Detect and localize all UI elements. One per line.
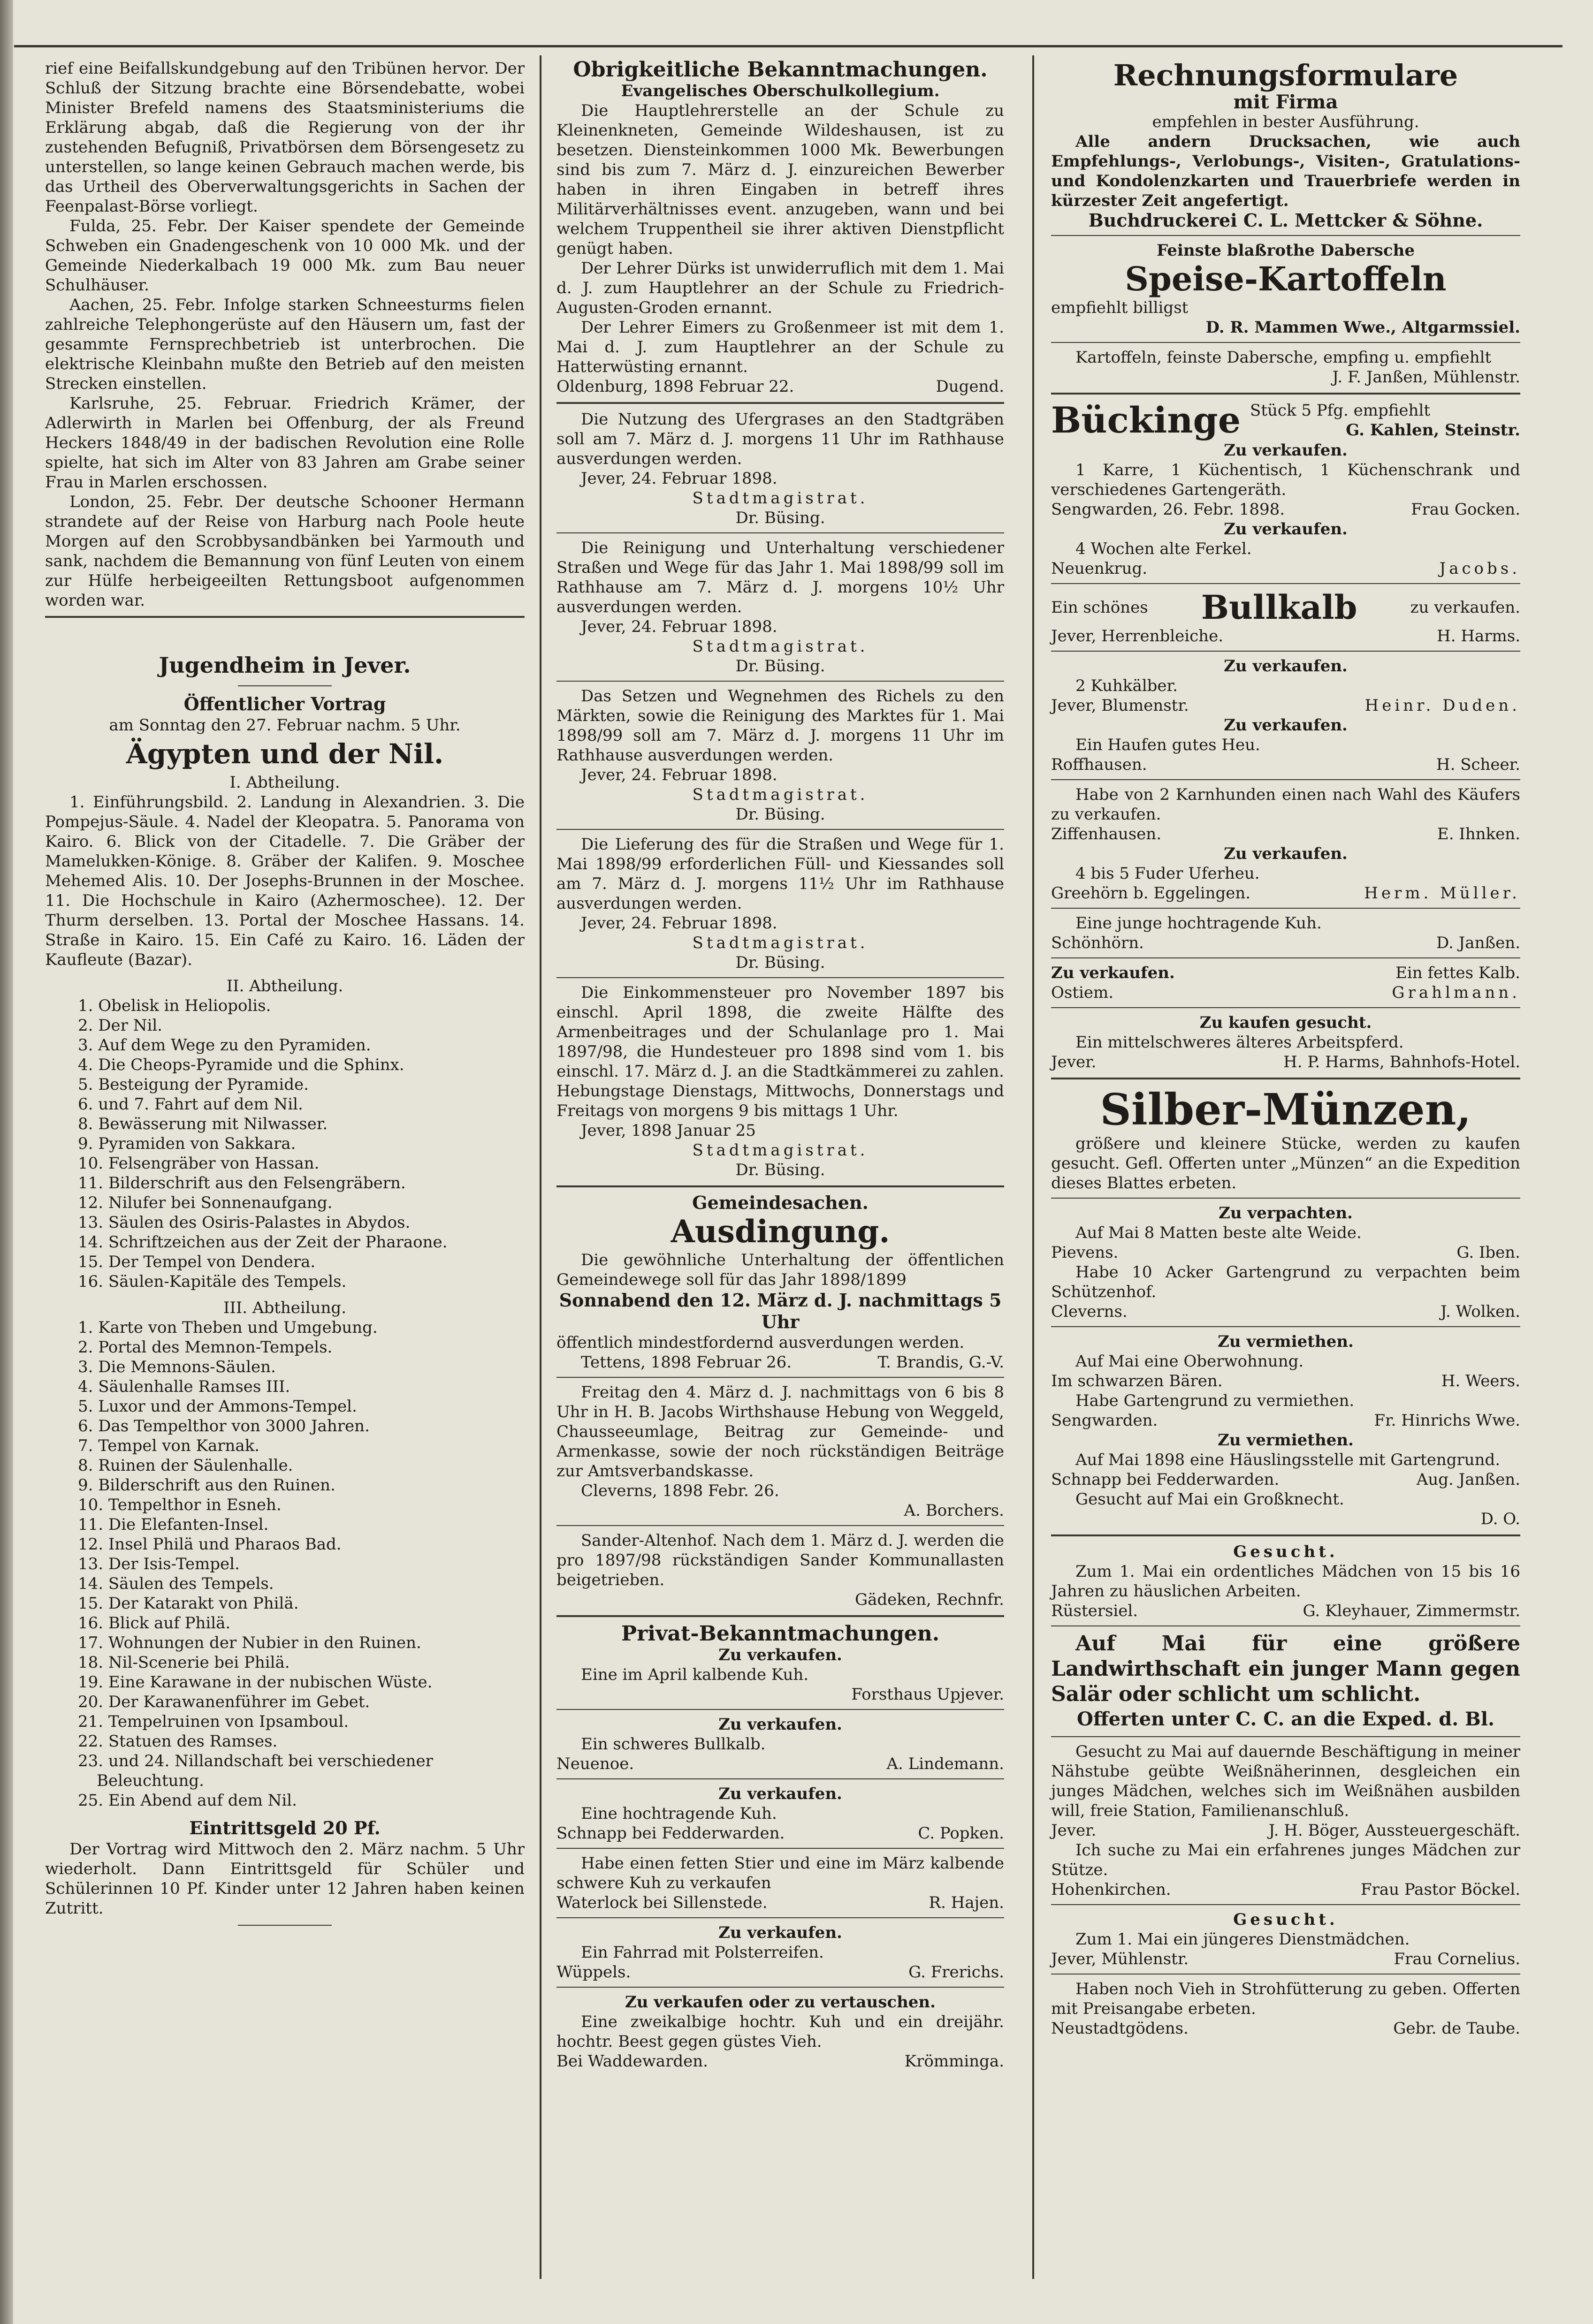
official-heading: Obrigkeitliche Bekanntmachungen. <box>573 58 988 82</box>
ad-text: Ein Haufen gutes Heu. <box>1075 736 1260 754</box>
list-item: 13. Der Isis-Tempel. <box>78 1555 240 1573</box>
ad-signature: Aug. Janßen. <box>1416 1470 1520 1489</box>
list-item: 15. Der Katarakt von Philä. <box>78 1594 299 1613</box>
ad-offer: Offerten unter C. C. an die Exped. d. Bl. <box>1077 1708 1494 1730</box>
divider <box>1051 1904 1520 1905</box>
list-item: 16. Säulen-Kapitäle des Tempels. <box>78 1272 347 1291</box>
ad-text: Ein Fahrrad mit Polsterreifen. <box>581 1943 824 1962</box>
divider <box>1051 1974 1520 1975</box>
ad-signature: H. Weers. <box>1441 1372 1520 1390</box>
ad-text: Alle andern Drucksachen, wie auch Empfehlungs-, Verlobungs-, Visiten-, Gratulations- und Kondolenzkarten und Trauerbriefe werden in kürzester Zeit angefertigt. <box>1051 132 1520 210</box>
ad-place: Jever, Blumenstr. <box>1051 696 1189 715</box>
ad-title: Gesucht. <box>1233 1910 1338 1929</box>
ad-signature: D. R. Mammen Wwe., Altgarmssiel. <box>1205 318 1520 337</box>
notice-authority: Stadtmagistrat. <box>692 1141 869 1160</box>
list-item: 9. Pyramiden von Sakkara. <box>78 1134 296 1153</box>
rechnungsformulare-title: Rechnungsformulare <box>1113 58 1458 92</box>
bullkalb-title: Bullkalb <box>1201 588 1357 627</box>
vortrag-date: am Sonntag den 27. Februar nachm. 5 Uhr. <box>109 716 461 735</box>
notice-text: Die Reinigung und Unterhaltung verschiedener Straßen und Wege für das Jahr 1. Mai 1898/99 soll im Rathhause am 7. März d. J. morgens 10½ Uhr ausverdungen werden. <box>556 539 1004 616</box>
ad-title: Zu verkaufen. <box>718 1923 842 1942</box>
list-item: 18. Nil-Scenerie bei Philä. <box>78 1653 290 1672</box>
ad-place: Jever. <box>1051 1053 1097 1071</box>
ad-signature: Jacobs. <box>1439 559 1520 578</box>
ad-title: Zu verkaufen. <box>718 1646 842 1664</box>
part-title: III. Abtheilung. <box>223 1299 347 1317</box>
printer-firm: Buchdruckerei C. L. Mettcker & Söhne. <box>1088 210 1483 231</box>
ad-signature: G. Kleyhauer, Zimmermstr. <box>1303 1602 1520 1620</box>
ad-text: Ein schönes <box>1051 598 1148 617</box>
ad-signature: Grahlmann. <box>1392 983 1520 1002</box>
ad-signature: J. H. Böger, Aussteuergeschäft. <box>1268 1821 1520 1840</box>
notice-text: Die Einkommensteuer pro November 1897 bis einschl. April 1898, die zweite Hälfte des Armenbeitrages und der Schulanlage pro 1. Mai 1897/98, die Hundesteuer pro 1898 sind vom 1. bis einschl. 17. März d. J. an die Stadtkämmerei zu zahlen. Hebungstage Dienstags, Mittwochs, Donnerstags und Freitags von morgens 9 bis mittags 1 Uhr. <box>556 983 1004 1120</box>
notice-text: Die Nutzung des Ufergrases an den Stadtgräben soll am 7. März d. J. morgens 11 Uhr im Rathhause ausverdungen werden. <box>556 410 1004 468</box>
ad-text: Ein fettes Kalb. <box>1395 964 1520 982</box>
ad-signature: Heinr. Duden. <box>1364 696 1520 715</box>
list-item: 6. und 7. Fahrt auf dem Nil. <box>78 1095 303 1114</box>
ad-signature: H. P. Harms, Bahnhofs-Hotel. <box>1283 1053 1520 1071</box>
divider <box>556 402 1004 404</box>
silber-muenzen-title: Silber-Münzen, <box>1100 1084 1471 1135</box>
part-2-list <box>45 996 525 1291</box>
ad-place: Ostiem. <box>1051 983 1114 1002</box>
ad-title: Gesucht. <box>1233 1542 1338 1561</box>
ad-text: Eine hochtragende Kuh. <box>581 1804 777 1823</box>
divider <box>556 1525 1004 1526</box>
signature-name: Dugend. <box>936 377 1004 396</box>
signature-name: Gädeken, Rechnfr. <box>854 1590 1004 1609</box>
signature-name: T. Brandis, G.-V. <box>877 1353 1004 1372</box>
list-item: 13. Säulen des Osiris-Palastes in Abydos. <box>78 1213 411 1232</box>
ad-text: Gesucht zu Mai auf dauernde Beschäftigung in meiner Nähstube geübte Weißnäherinnen, desgleichen ein junges Mädchen, welches sich im Weißnähen ausbilden will, freie Station, Familienanschluß. <box>1051 1742 1520 1820</box>
divider <box>1051 957 1520 958</box>
ad-title: Zu verkaufen. <box>718 1715 842 1734</box>
section-heading: Gemeindesachen. <box>692 1192 869 1213</box>
ad-text: größere und kleinere Stücke, werden zu kaufen gesucht. Gefl. Offerten unter „Münzen“ an die Expedition dieses Blattes erbeten. <box>1051 1134 1520 1192</box>
list-item: 4. Die Cheops-Pyramide und die Sphinx. <box>78 1056 404 1074</box>
ad-text: Zum 1. Mai ein jüngeres Dienstmädchen. <box>1075 1930 1410 1949</box>
ad-text: Ein mittelschweres älteres Arbeitspferd. <box>1075 1033 1404 1052</box>
ad-signature: Frau Gocken. <box>1411 500 1520 519</box>
list-item: 10. Tempelthor in Esneh. <box>78 1496 282 1514</box>
entry-fee: Eintrittsgeld 20 Pf. <box>189 1817 381 1838</box>
list-item: 21. Tempelruinen von Ipsamboul. <box>78 1712 349 1731</box>
speise-kartoffeln-title: Speise-Kartoffeln <box>1125 259 1447 298</box>
news-paragraph: Karlsruhe, 25. Februar. Friedrich Krämer, der Adlerwirth in Marlen bei Offenburg, der als Freund Heckers 1848/49 in der badischen Revolution eine Rolle spielte, hat sich im Alter von 83 Jahren am Grabe seiner Frau in Marlen erschossen. <box>45 394 525 492</box>
vortrag-title: Öffentlicher Vortrag <box>183 693 386 714</box>
ad-text: 2 Kuhkälber. <box>1075 676 1178 695</box>
vortrag-topic: Ägypten und der Nil. <box>126 738 444 770</box>
divider <box>556 1778 1004 1779</box>
divider <box>1051 1326 1520 1327</box>
list-item: 17. Wohnungen der Nubier in den Ruinen. <box>78 1633 421 1652</box>
list-item: 14. Schriftzeichen aus der Zeit der Pharaone. <box>78 1233 448 1252</box>
ad-signature: E. Ihnken. <box>1437 825 1520 843</box>
ad-signature: Fr. Hinrichs Wwe. <box>1374 1411 1520 1430</box>
list-item: 19. Eine Karawane in der nubischen Wüste. <box>78 1673 433 1692</box>
ad-signature: J. Wolken. <box>1440 1302 1520 1321</box>
list-item: 5. Luxor und der Ammons-Tempel. <box>78 1397 357 1416</box>
divider <box>1051 779 1520 780</box>
divider <box>1051 1534 1520 1536</box>
list-item: 8. Bewässerung mit Nilwasser. <box>78 1115 328 1133</box>
ad-title: Zu verpachten. <box>1219 1204 1353 1223</box>
ad-title: Zu verkaufen oder zu vertauschen. <box>625 1993 936 2012</box>
part-1-text: 1. Einführungsbild. 2. Landung in Alexandrien. 3. Die Pompejus-Säule. 4. Nadel der Kleopatra. 5. Panorama von Kairo. 6. Blick von der Citadelle. 7. Die Gräber der Mamelukken-Könige. 8. Gräber der Kalifen. 9. Moschee Mehemed Alis. 10. Der Josephs-Brunnen in der Moschee. 11. Die Hochschule in Kairo (Azhermoschee). 12. Der Thurm derselben. 13. Portal der Moschee Hassans. 14. Straße in Kairo. 15. Ein Café zu Kairo. 16. Läden der Kaufleute (Bazar). <box>45 793 525 969</box>
notice-text: Die Lieferung des für die Straßen und Wege für 1. Mai 1898/99 erforderlichen Füll- und Kiessandes soll am 7. März d. J. morgens 11½ Uhr im Rathhause ausverdungen werden. <box>556 835 1004 913</box>
list-item: 20. Der Karawanenführer im Gebet. <box>78 1693 370 1711</box>
ad-text: Haben noch Vieh in Strohfütterung zu geben. Offerten mit Preisangabe erbeten. <box>1051 1980 1520 2018</box>
ad-signature: Herm. Müller. <box>1364 884 1520 903</box>
ad-text: empfiehlt billigst <box>1051 298 1189 317</box>
notice-date-bold: Sonnabend den 12. März d. J. nachmittags 5 Uhr <box>559 1290 1002 1332</box>
ad-text: empfehlen in bester Ausführung. <box>1152 113 1419 131</box>
ad-text: Feinste blaßrothe Dabersche <box>1157 241 1415 260</box>
ad-subtitle: mit Firma <box>1233 91 1338 113</box>
ad-title: Zu verkaufen. <box>1051 964 1175 982</box>
notice-date: Jever, 24. Februar 1898. <box>581 766 777 784</box>
ad-text: Auf Mai 8 Matten beste alte Weide. <box>1075 1223 1362 1242</box>
ad-place: Bei Waddewarden. <box>556 2052 708 2071</box>
signature-place: Tettens, 1898 Februar 26. <box>581 1353 792 1372</box>
column-3 <box>1051 59 1520 2038</box>
notice-authority: Stadtmagistrat. <box>692 489 869 508</box>
list-item: 16. Blick auf Philä. <box>78 1614 231 1633</box>
ad-signature: Frau Pastor Böckel. <box>1361 1880 1520 1899</box>
ad-title: Zu verkaufen. <box>718 1785 842 1803</box>
list-item: 11. Bilderschrift aus den Felsengräbern. <box>78 1174 406 1192</box>
ad-text-large: Auf Mai für eine größere Landwirthschaft ein junger Mann gegen Salär oder schlicht um schlicht. <box>1051 1632 1520 1706</box>
ad-text: Eine junge hochtragende Kuh. <box>1075 914 1322 933</box>
ad-text: Auf Mai 1898 eine Häuslingsstelle mit Gartengrund. <box>1075 1451 1501 1469</box>
list-item: 6. Das Tempelthor von 3000 Jahren. <box>78 1417 370 1435</box>
notice-date: Jever, 24. Februar 1898. <box>581 914 777 933</box>
divider <box>1051 583 1520 584</box>
bueckinge-title: Bückinge <box>1051 399 1241 441</box>
notice-authority: Stadtmagistrat. <box>692 934 869 952</box>
notice-date: Jever, 24. Februar 1898. <box>581 617 777 636</box>
ad-title: Zu verkaufen. <box>1224 657 1348 676</box>
notice-signature: Dr. Büsing. <box>735 805 825 824</box>
column-1 <box>45 59 525 1932</box>
notice-signature: Dr. Büsing. <box>735 509 825 527</box>
list-item: 2. Portal des Memnon-Tempels. <box>78 1338 333 1357</box>
ad-place: Hohenkirchen. <box>1051 1880 1171 1899</box>
ad-place: Neuenkrug. <box>1051 559 1148 578</box>
ad-place: Schnapp bei Fedderwarden. <box>556 1824 785 1843</box>
ad-signature: Frau Cornelius. <box>1394 1950 1520 1968</box>
divider <box>556 1615 1004 1617</box>
ad-signature: G. Frerichs. <box>908 1963 1004 1982</box>
divider <box>556 681 1004 682</box>
ad-title: Zu kaufen gesucht. <box>1199 1013 1372 1032</box>
part-3-list <box>45 1318 525 1810</box>
ad-place: Cleverns. <box>1051 1302 1128 1321</box>
notice-authority: Stadtmagistrat. <box>692 637 869 656</box>
list-item: 7. Tempel von Karnak. <box>78 1436 260 1455</box>
list-item: 4. Säulenhalle Ramses III. <box>78 1377 290 1396</box>
column-2 <box>556 59 1004 2071</box>
list-item: 5. Besteigung der Pyramide. <box>78 1075 309 1094</box>
ad-place: Ziffenhausen. <box>1051 825 1162 843</box>
divider <box>1051 1198 1520 1199</box>
list-item: 12. Nilufer bei Sonnenaufgang. <box>78 1193 333 1212</box>
notice-text: Der Lehrer Dürks ist unwiderruflich mit dem 1. Mai d. J. zum Hauptlehrer an der Schule zu Friedrich-Augusten-Groden ernannt. <box>556 259 1004 317</box>
divider <box>1051 235 1520 236</box>
list-item: 9. Bilderschrift aus den Ruinen. <box>78 1476 335 1495</box>
ad-place: Jever. <box>1051 1821 1097 1840</box>
divider <box>556 1377 1004 1378</box>
ad-place: Waterlock bei Sillenstede. <box>556 1893 768 1912</box>
notice-text: Sander-Altenhof. Nach dem 1. März d. J. werden die pro 1897/98 rückständigen Sander Kommunallasten beigetrieben. <box>556 1531 1004 1589</box>
list-item: 3. Die Memnons-Säulen. <box>78 1358 276 1376</box>
news-paragraph: London, 25. Febr. Der deutsche Schooner Hermann strandete auf der Reise von Harburg nach Poole heute Morgen auf den Scrobbysandbänken bei Yarmouth und sank, nachdem die Bemannung von fünf Leuten von einem zur Hülfe herbeigeeilten Rettungsboot aufgenommen worden war. <box>45 493 525 610</box>
ad-text: Eine im April kalbende Kuh. <box>581 1665 809 1684</box>
ad-place: Jever, Herrenbleiche. <box>1051 627 1224 646</box>
ad-text: Eine zweikalbige hochtr. Kuh und ein dreijähr. hochtr. Beest gegen güstes Vieh. <box>556 2013 1004 2051</box>
ad-text: 4 Wochen alte Ferkel. <box>1075 539 1252 558</box>
notice-text: Die gewöhnliche Unterhaltung der öffentlichen Gemeindewege soll für das Jahr 1898/1899 <box>556 1251 1004 1289</box>
list-item: 25. Ein Abend auf dem Nil. <box>78 1791 297 1810</box>
ad-place: Schönhörn. <box>1051 934 1144 952</box>
divider <box>1051 1736 1520 1737</box>
divider <box>1051 651 1520 652</box>
ad-text: Zum 1. Mai ein ordentliches Mädchen von 15 bis 16 Jahren zu häuslichen Arbeiten. <box>1051 1562 1520 1601</box>
signature-place: Cleverns, 1898 Febr. 26. <box>581 1481 779 1500</box>
divider <box>556 1848 1004 1849</box>
list-item: 14. Säulen des Tempels. <box>78 1574 274 1593</box>
ad-place: Neuenoe. <box>556 1754 634 1773</box>
ad-text: Habe Gartengrund zu vermiethen. <box>1075 1391 1355 1410</box>
ad-place: Schnapp bei Fedderwarden. <box>1051 1470 1280 1489</box>
ad-title: Zu vermiethen. <box>1218 1332 1354 1351</box>
list-item: 23. und 24. Nillandschaft bei verschiedener Beleuchtung. <box>78 1752 433 1790</box>
divider <box>1051 393 1520 395</box>
ad-signature: G. Iben. <box>1456 1243 1520 1262</box>
column-rule <box>1032 55 1034 2279</box>
list-item: 11. Die Elefanten-Insel. <box>78 1515 269 1534</box>
ad-signature: Gebr. de Taube. <box>1393 2019 1520 2038</box>
list-item: 1. Obelisk in Heliopolis. <box>78 996 271 1015</box>
list-item: 22. Statuen des Ramses. <box>78 1732 278 1751</box>
divider <box>1051 1007 1520 1008</box>
divider <box>556 829 1004 830</box>
ad-signature: J. F. Janßen, Mühlenstr. <box>1332 368 1520 387</box>
jugendheim-heading: Jugendheim in Jever. <box>159 653 411 678</box>
notice-text: Der Lehrer Eimers zu Großenmeer ist mit dem 1. Mai d. J. zum Hauptlehrer an der Schule zu Hatterwüsting ernannt. <box>556 318 1004 376</box>
divider <box>556 977 1004 978</box>
ausdingung-title: Ausdingung. <box>671 1213 890 1250</box>
divider <box>1051 908 1520 909</box>
notice-signature: Dr. Büsing. <box>735 953 825 972</box>
ad-title: Zu verkaufen. <box>1224 441 1348 460</box>
ad-signature: A. Lindemann. <box>886 1754 1004 1773</box>
notice-text: Freitag den 4. März d. J. nachmittags von 6 bis 8 Uhr in H. B. Jacobs Wirthshause Hebung von Weggeld, Chausseeumlage, Beitrag zur Gemeinde- und Armenkasse, sowie der noch rückständigen Beiträge zur Amtsverbandskasse. <box>556 1383 1004 1481</box>
divider <box>1051 1625 1520 1626</box>
ad-signature: C. Popken. <box>918 1824 1004 1843</box>
ad-text: zu verkaufen. <box>1410 598 1520 617</box>
news-paragraph: rief eine Beifallskundgebung auf den Tribünen hervor. Der Schluß der Sitzung brachte eine Börsendebatte, wobei Minister Brefeld namens des Staatsministeriums die Erklärung abgab, daß die Regierung von der ihr zustehenden Befugniß, Privatbörsen dem Börsengesetz zu unterstellen, so lange keinen Gebrauch machen werde, bis das Urtheil des Oberverwaltungsgerichts in Sachen der Feenpalast-Börse vorliegt. <box>45 59 525 216</box>
ad-text: Habe 10 Acker Gartengrund zu verpachten beim Schützenhof. <box>1051 1263 1520 1301</box>
ad-text: Habe von 2 Karnhunden einen nach Wahl des Käufers zu verkaufen. <box>1051 785 1520 824</box>
ad-title: Zu verkaufen. <box>1224 844 1348 863</box>
ad-title: Zu vermiethen. <box>1218 1431 1354 1450</box>
ad-text: Ein schweres Bullkalb. <box>581 1735 766 1754</box>
sub-heading: Evangelisches Oberschulkollegium. <box>621 82 940 100</box>
signature-place: Oldenburg, 1898 Februar 22. <box>556 377 794 396</box>
column-rule <box>540 55 541 2279</box>
ad-place: Rüstersiel. <box>1051 1602 1138 1620</box>
ad-place: Im schwarzen Bären. <box>1051 1372 1223 1390</box>
notice-signature: Dr. Büsing. <box>735 1161 825 1179</box>
private-heading: Privat-Bekanntmachungen. <box>621 1622 940 1646</box>
ad-place: Sengwarden. <box>1051 1411 1158 1430</box>
book-binding <box>0 0 13 2324</box>
ad-signature: H. Scheer. <box>1436 755 1520 774</box>
ad-signature: D. O. <box>1480 1510 1520 1528</box>
ad-text: Gesucht auf Mai ein Großknecht. <box>1075 1490 1344 1509</box>
ad-place: Sengwarden, 26. Febr. 1898. <box>1051 500 1285 519</box>
ad-place: Jever, Mühlenstr. <box>1051 1950 1189 1968</box>
divider <box>1051 1078 1520 1079</box>
divider <box>556 1185 1004 1187</box>
ad-signature: H. Harms. <box>1437 627 1520 646</box>
divider <box>556 532 1004 533</box>
list-item: 12. Insel Philä und Pharaos Bad. <box>78 1535 342 1554</box>
ad-signature: Forsthaus Upjever. <box>851 1685 1004 1704</box>
ad-signature: R. Hajen. <box>929 1893 1004 1912</box>
ad-signature: Krömminga. <box>904 2052 1004 2071</box>
divider <box>1051 342 1520 343</box>
list-item: 2. Der Nil. <box>78 1016 162 1035</box>
ad-text: Kartoffeln, feinste Dabersche, empfing u. empfiehlt <box>1075 348 1492 367</box>
ad-text: 4 bis 5 Fuder Uferheu. <box>1075 864 1260 883</box>
ad-place: Roffhausen. <box>1051 755 1147 774</box>
part-title: II. Abtheilung. <box>226 977 343 995</box>
ad-signature: D. Janßen. <box>1436 934 1520 952</box>
notice-text: öffentlich mindestfordernd ausverdungen werden. <box>556 1333 965 1352</box>
list-item: 10. Felsengräber von Hassan. <box>78 1154 320 1173</box>
list-item: 1. Karte von Theben und Umgebung. <box>78 1318 378 1337</box>
divider <box>238 685 332 686</box>
ad-text: Auf Mai eine Oberwohnung. <box>1075 1352 1304 1371</box>
notice-authority: Stadtmagistrat. <box>692 785 869 804</box>
ad-place: Pievens. <box>1051 1243 1119 1262</box>
signature-name: A. Borchers. <box>904 1501 1004 1520</box>
divider <box>556 1917 1004 1918</box>
list-item: 15. Der Tempel von Dendera. <box>78 1253 316 1271</box>
ad-title: Zu verkaufen. <box>1224 716 1348 735</box>
list-item: 3. Auf dem Wege zu den Pyramiden. <box>78 1036 371 1055</box>
top-rule <box>14 45 1563 47</box>
ad-title: Zu verkaufen. <box>1224 520 1348 539</box>
notice-date: Jever, 24. Februar 1898. <box>581 469 777 488</box>
part-title: I. Abtheilung. <box>229 773 340 792</box>
ad-text: 1 Karre, 1 Küchentisch, 1 Küchenschrank und verschiedenes Gartengeräth. <box>1051 461 1520 499</box>
notice-signature: Dr. Büsing. <box>735 657 825 676</box>
divider <box>45 616 525 618</box>
divider <box>556 1987 1004 1988</box>
ad-signature: G. Kahlen, Steinstr. <box>1346 421 1520 440</box>
notice-text: Die Hauptlehrerstelle an der Schule zu Kleinenkneten, Gemeinde Wildeshausen, ist zu besetzen. Diensteinkommen 1000 Mk. Bewerbungen sind bis zum 7. März d. J. einzureichen Bewerber haben in ihren Eingaben in betreff ihres Militärverhältnisses event. anzugeben, wann und bei welchem Truppentheil sie ihrer aktiven Dienstpflicht genügt haben. <box>556 101 1004 258</box>
ad-text: Ich suche zu Mai ein erfahrenes junges Mädchen zur Stütze. <box>1051 1841 1520 1879</box>
list-item: 8. Ruinen der Säulenhalle. <box>78 1456 293 1475</box>
divider <box>238 1925 332 1926</box>
ad-place: Wüppels. <box>556 1963 631 1982</box>
ad-place: Greehörn b. Eggelingen. <box>1051 884 1251 903</box>
ad-text: Habe einen fetten Stier und eine im März kalbende schwere Kuh zu verkaufen <box>556 1854 1004 1892</box>
news-paragraph: Fulda, 25. Febr. Der Kaiser spendete der Gemeinde Schweben ein Gnadengeschenk von 10 000 Mk. und der Gemeinde Niederkalbach 19 000 Mk. zum Bau neuer Schulhäuser. <box>45 217 525 295</box>
ad-text: Stück 5 Pfg. empfiehlt <box>1250 401 1430 420</box>
divider <box>556 1709 1004 1710</box>
notice-date: Jever, 1898 Januar 25 <box>581 1121 756 1140</box>
ad-place: Neustadtgödens. <box>1051 2019 1189 2038</box>
notice-text: Das Setzen und Wegnehmen des Richels zu den Märkten, sowie die Reinigung des Marktes für 1. Mai 1898/99 soll am 7. März d. J. morgens 11 Uhr im Rathhause ausverdungen werden. <box>556 687 1004 765</box>
news-paragraph: Aachen, 25. Febr. Infolge starken Schneesturms fielen zahlreiche Telephongerüste auf den Häusern um, fast der gesammte Fernsprechbetrieb ist unterbrochen. Die elektrische Kleinbahn mußte den Betrieb auf den meisten Strecken einstellen. <box>45 296 525 393</box>
entry-text: Der Vortrag wird Mittwoch den 2. März nachm. 5 Uhr wiederholt. Dann Eintrittsgeld für Schüler und Schülerinnen 10 Pf. Kinder unter 12 Jahren haben keinen Zutritt. <box>45 1840 525 1918</box>
